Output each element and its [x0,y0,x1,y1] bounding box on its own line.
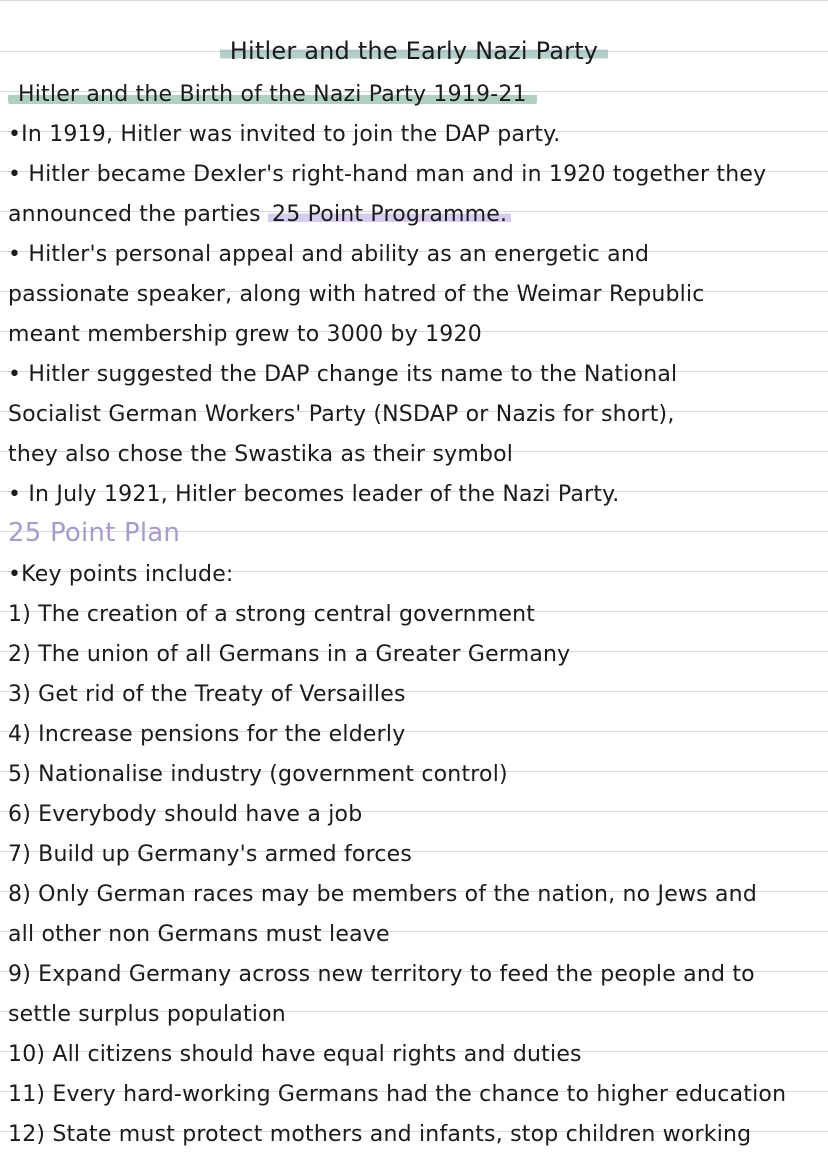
points-programme-highlight: 25 Point Programme. [268,202,511,227]
bullet-2-line-2-prefix: announced the parties [8,202,261,227]
subtitle-line [8,80,822,110]
point-7: 7) Build up Germany's armed forces [8,842,413,867]
point-8-line-2: all other non Germans must leave [8,922,390,947]
bullet-4-line-2: Socialist German Workers' Party (NSDAP or Nazis for short), [8,402,675,427]
bullet-3-line-1: • Hitler's personal appeal and ability as an energetic and [8,242,650,267]
point-3: 3) Get rid of the Treaty of Versailles [8,682,406,707]
bullet-4-line-1: • Hitler suggested the DAP change its name to the National [8,362,678,387]
point-9-line-2: settle surplus population [8,1002,286,1027]
bullet-3-line-2: passionate speaker, along with hatred of the Weimar Republic [8,282,705,307]
point-8-line-1: 8) Only German races may be members of the nation, no Jews and [8,882,757,907]
point-11: 11) Every hard-working Germans had the chance to higher education [8,1082,787,1107]
bullet-3-line-3: meant membership grew to 3000 by 1920 [8,322,482,347]
point-1: 1) The creation of a strong central government [8,602,536,627]
bullet-4-line-3: they also chose the Swastika as their symbol [8,442,514,467]
bullet-1: •In 1919, Hitler was invited to join the DAP party. [8,122,561,147]
bullet-5: • In July 1921, Hitler becomes leader of the Nazi Party. [8,482,620,507]
point-9-line-1: 9) Expand Germany across new territory to feed the people and to [8,962,755,987]
key-points-intro: •Key points include: [8,562,234,587]
page-subtitle: Hitler and the Birth of the Nazi Party 1919-21 [8,80,537,110]
page-title: Hitler and the Early Nazi Party [220,36,608,66]
bullet-2-line-1: • Hitler became Dexler's right-hand man and in 1920 together they [8,162,767,187]
point-5: 5) Nationalise industry (government control) [8,762,508,787]
point-4: 4) Increase pensions for the elderly [8,722,406,747]
point-2: 2) The union of all Germans in a Greater Germany [8,642,571,667]
point-10: 10) All citizens should have equal rights and duties [8,1042,582,1067]
point-12: 12) State must protect mothers and infants, stop children working [8,1122,752,1147]
point-6: 6) Everybody should have a job [8,802,363,827]
section-heading: 25 Point Plan [8,518,181,548]
page-title-line [0,36,828,66]
bullet-2-line-2 [8,200,822,230]
